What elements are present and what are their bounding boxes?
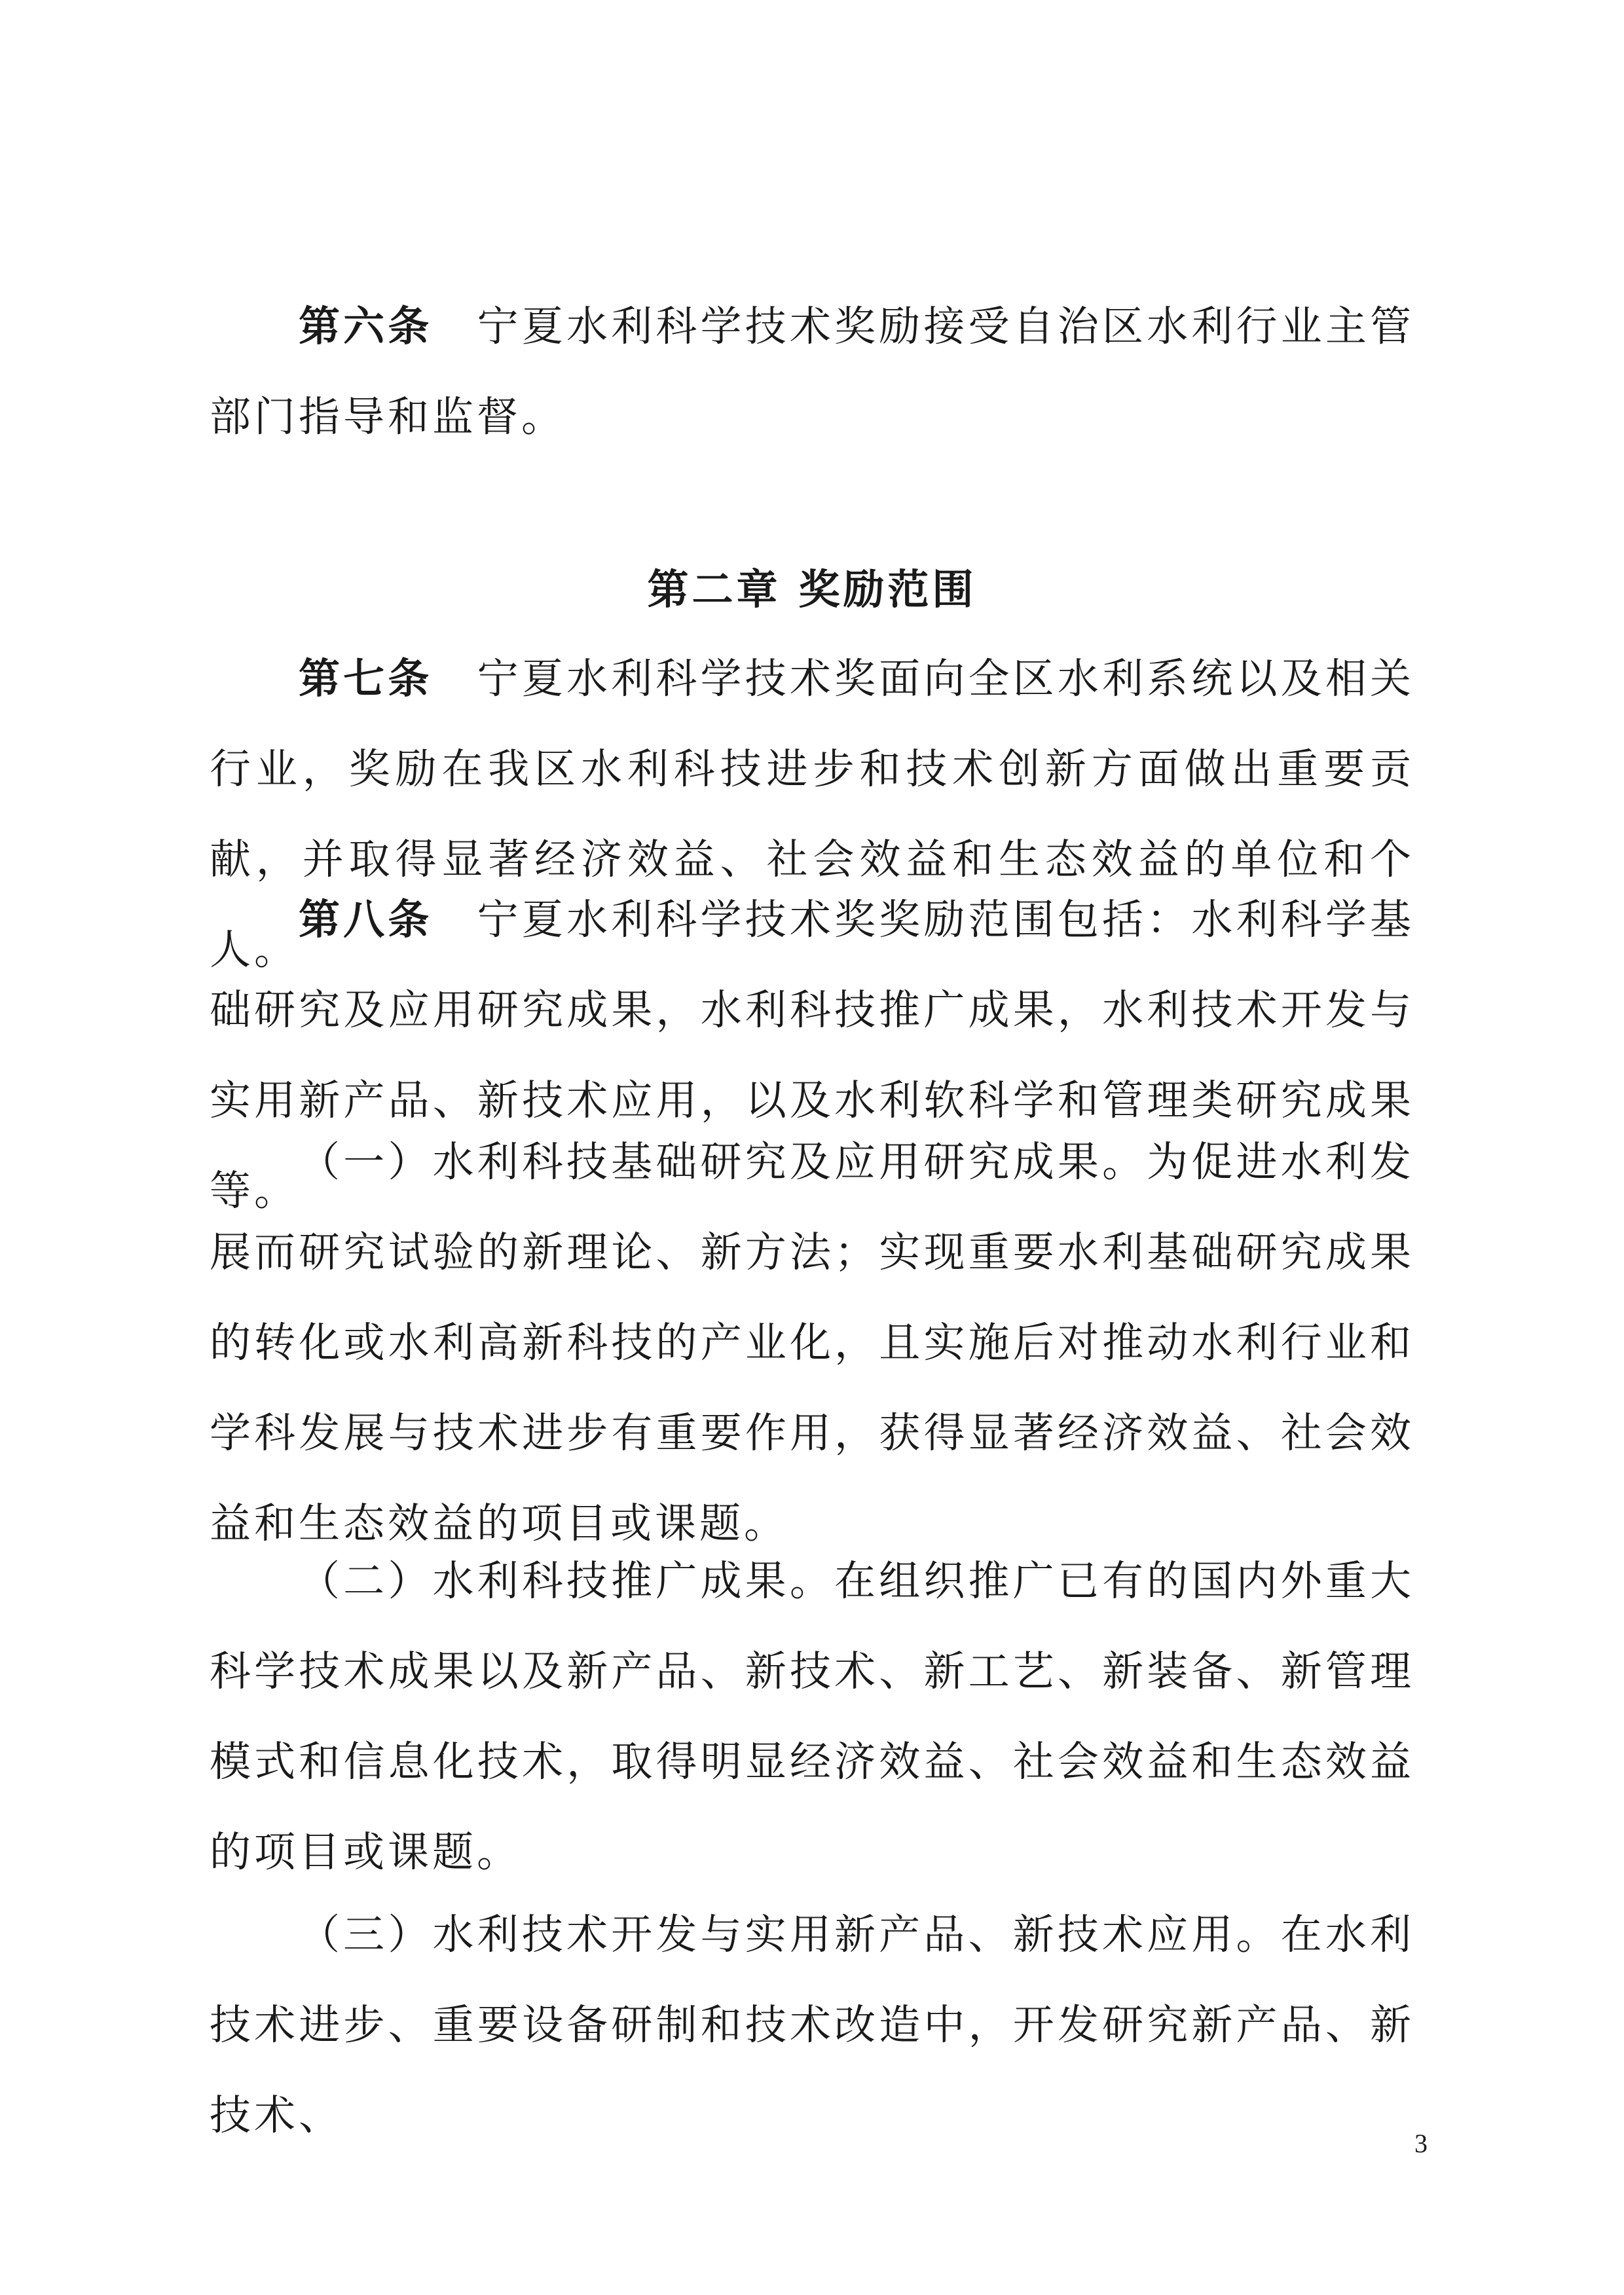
item-3-paragraph: （三）水利技术开发与实用新产品、新技术应用。在水利技术进步、重要设备研制和技术改造中，开发研究新产品、新技术、 <box>210 1911 1414 2139</box>
article-6-lead: 第六条 <box>299 303 433 350</box>
article-7-lead: 第七条 <box>299 655 433 703</box>
article-7-body: 宁夏水利科学技术奖面向全区水利系统以及相关行业，奖励在我区水利科技进步和技术创新方面做出重要贡献，并取得显著经济效益、社会效益和生态效益的单位和个人。 <box>210 655 1414 974</box>
article-8-lead: 第八条 <box>299 896 433 944</box>
chapter-title: 第二章 奖励范围 <box>647 566 977 614</box>
item-1-paragraph: （一）水利科技基础研究及应用研究成果。为促进水利发展而研究试验的新理论、新方法；实现重要水利基础研究成果的转化或水利高新科技的产业化，且实施后对推动水利行业和学科发展与技术进步有重要作用，获得显著经济效益、社会效益和生态效益的项目或课题。 <box>210 1138 1414 1547</box>
article-8-body: 宁夏水利科学技术奖奖励范围包括：水利科学基础研究及应用研究成果，水利科技推广成果，水利技术开发与实用新产品、新技术应用，以及水利软科学和管理类研究成果等。 <box>210 896 1414 1215</box>
article-6-body: 宁夏水利科学技术奖励接受自治区水利行业主管部门指导和监督。 <box>210 303 1414 441</box>
item-2-paragraph: （二）水利科技推广成果。在组织推广已有的国内外重大科学技术成果以及新产品、新技术、新工艺、新装备、新管理模式和信息化技术，取得明显经济效益、社会效益和生态效益的项目或课题。 <box>210 1557 1414 1876</box>
page-number: 3 <box>1414 2129 1428 2158</box>
article-6-paragraph <box>210 282 1414 462</box>
